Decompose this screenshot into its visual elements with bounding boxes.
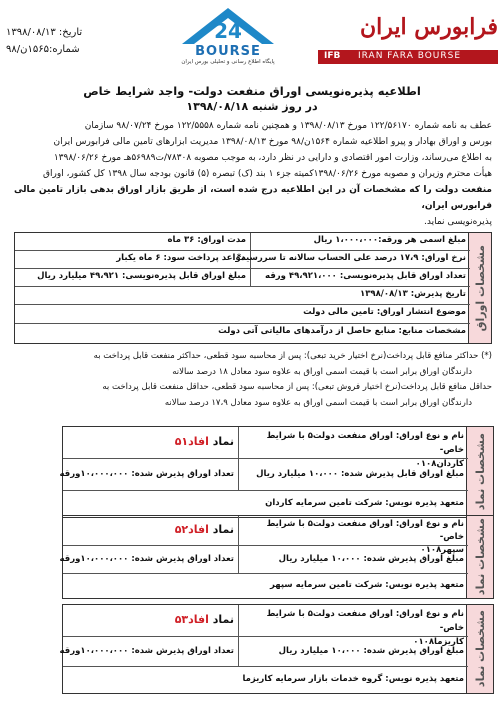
face-value: مبلغ اسمی هر ورقه:۱،۰۰۰،۰۰۰ ریال	[250, 233, 470, 251]
page-title: اطلاعیه پذیره‌نویسی اوراق منفعت دولت- واجد شرایط خاص	[83, 84, 421, 98]
offer-amount: مبلغ اوراق قابل پذیره‌نویسی: ۴۹،۹۲۱ میلیارد ریال	[15, 269, 250, 287]
intro-line: بورس و اوراق بهادار و پیرو اطلاعیه شماره ۱۵۶۴ن/۹۸ مورخ ۱۳۹۸/۰۸/۱۳ مدیریت ابزارهای تامین مالی فرابورس ایران	[53, 137, 492, 147]
symbol-code: نماد افاد۵۱	[63, 427, 238, 459]
note-line: (*) حداکثر منافع قابل پرداخت(نرخ اختیار خرید تبعی): پس از محاسبه سود قطعی، حداکثر منفعت قابل پرداخت به	[93, 351, 492, 361]
note-line: دارندگان اوراق برابر است با قیمت اسمی اوراق به علاوه سود معادل ۱۸ درصد سالانه	[172, 366, 472, 377]
specs-side-label: مشخصات اوراق	[468, 232, 492, 344]
intro-line: پذیره‌نویسی نماید.	[423, 217, 492, 227]
intro-paragraph	[14, 118, 492, 230]
funding-source: مشخصات منابع: منابع حاصل از درآمدهای مالیاتی آتی دولت	[218, 326, 466, 336]
farabourse-logo-fa: فرابورس ایران	[359, 14, 498, 40]
symbol-count: تعداد اوراق پذیرش شده: ۱۰،۰۰۰،۰۰۰ورقه	[63, 637, 238, 667]
page-subtitle: در روز شنبه ۱۳۹۸/۰۸/۱۸	[186, 100, 318, 113]
payment-period: مواعد پرداخت سود: ۶ ماه یکبار	[15, 251, 250, 269]
bourse-logo-caption: پایگاه اطلاع رسانی و تحلیلی بورس ایران	[181, 59, 275, 65]
offer-count: تعداد اوراق قابل پذیره‌نویسی: ۴۹،۹۲۱،۰۰۰ ورقه	[250, 269, 470, 287]
letter-meta	[6, 24, 156, 58]
symbol-box	[59, 604, 494, 694]
symbol-code: نماد افاد۵۳	[63, 605, 238, 637]
symbol-box	[59, 515, 494, 599]
symbol-amount: مبلغ اوراق قابل پذیرش شده: ۱۰،۰۰۰ میلیارد ریال	[238, 459, 468, 491]
letter-date: تاریخ: ۱۳۹۸/۰۸/۱۳	[6, 27, 83, 38]
issue-purpose: موضوع انتشار اوراق: تامین مالی دولت	[15, 305, 470, 324]
bourse-logo-text: BOURSE	[195, 44, 261, 59]
symbol-name: نام و نوع اوراق: اوراق منفعت دولت۵ با شرایط خاص- کاردان۰۱۰۸	[238, 427, 468, 459]
symbol-name: نام و نوع اوراق: اوراق منفعت دولت۵ با شرایط خاص- سپهر۰۱۰۸	[238, 516, 468, 546]
intro-line: به اطلاع می‌رساند، وزارت امور اقتصادی و دارایی در نظر دارد، به موجب مصوبه ۷۸۳۰۸/ت۵۶۹۸۹هـ مورخ ۱۳۹۸/۰۶/۲۶	[53, 153, 492, 163]
symbol-underwriter: متعهد پذیره نویس: شرکت تامین سرمایه سپهر	[269, 580, 464, 590]
symbol-underwriter: متعهد پذیره نویس: گروه خدمات بازار سرمایه کاریزما	[242, 674, 464, 684]
intro-line: هیأت محترم وزیران و مصوبه مورخ ۱۳۹۸/۰۶/۲۶کمیته جزء ۱ بند (ک) تبصره (۵) قانون بودجه سال ۱۳۹۸ کل کشور، اوراق	[43, 169, 492, 179]
symbol-box	[59, 426, 494, 518]
bourse-logo	[168, 4, 288, 68]
accept-date: تاریخ پذیرش: ۱۳۹۸/۰۸/۱۳	[15, 287, 470, 305]
symbol-name: نام و نوع اوراق: اوراق منفعت دولت۵ با شرایط خاص- کاریزما۰۱۰۸	[238, 605, 468, 637]
symbol-amount: مبلغ اوراق پذیرش شده: ۱۰،۰۰۰ میلیارد ریال	[238, 637, 468, 667]
specs-table	[14, 232, 492, 344]
note-line: دارندگان اوراق برابر است با قیمت اسمی اوراق به علاوه سود معادل ۱۷،۹ درصد سالانه	[164, 397, 472, 408]
symbol-side-label: مشخصات نماد	[466, 426, 494, 518]
letter-number: شماره:۱۵۶۵ن/۹۸	[6, 44, 80, 55]
rate: نرخ اوراق: ۱۷،۹ درصد علی الحساب سالانه تا سررسید*	[250, 251, 470, 269]
symbol-side-label: مشخصات نماد	[466, 515, 494, 599]
intro-line: عطف به نامه شماره ۱۲۲/۵۶۱۷۰ مورخ ۱۳۹۸/۰۸/۱۳ و همچنین نامه شماره ۱۲۲/۵۵۵۸ مورخ ۹۸/۰۷/۲۴ سازمان	[84, 121, 492, 131]
farabourse-logo-tag: IFB	[324, 51, 341, 61]
symbol-count: تعداد اوراق پذیرش شده: ۱۰،۰۰۰،۰۰۰ورقه	[63, 459, 238, 491]
symbol-underwriter: متعهد پذیره نویس: شرکت تامین سرمایه کاردان	[265, 498, 464, 508]
note-line: حداقل منافع قابل پرداخت(نرخ اختیار فروش تبعی): پس از محاسبه سود قطعی، حداقل منفعت قابل پرداخت به	[102, 382, 492, 392]
symbol-code: نماد افاد۵۲	[63, 516, 238, 546]
farabourse-logo	[318, 6, 498, 68]
symbol-amount: مبلغ اوراق پذیرش شده: ۱۰،۰۰۰ میلیارد ریال	[238, 546, 468, 574]
notes	[14, 349, 492, 411]
symbol-count: تعداد اوراق پذیرش شده: ۱۰،۰۰۰،۰۰۰ورقه	[63, 546, 238, 574]
bourse-logo-icon	[168, 4, 288, 48]
farabourse-logo-en: IRAN FARA BOURSE	[358, 51, 462, 61]
svg-text:24: 24	[214, 19, 242, 43]
symbol-side-label: مشخصات نماد	[466, 604, 494, 694]
intro-line: منفعت دولت را که مشخصات آن در این اطلاعیه درج شده است، از طریق بازار اوراق بدهی بازار تامین مالی فرابورس ایران،	[14, 185, 492, 211]
term: مدت اوراق: ۳۶ ماه	[15, 233, 250, 251]
